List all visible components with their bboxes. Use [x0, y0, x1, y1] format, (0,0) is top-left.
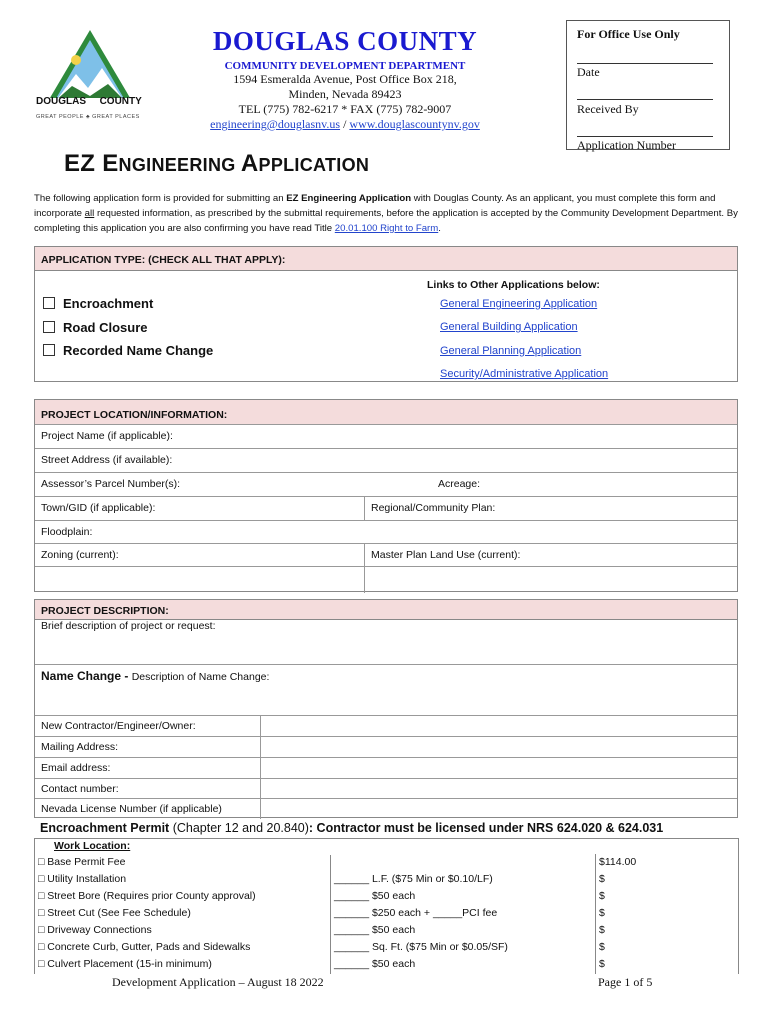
- checkbox-icon[interactable]: □: [38, 890, 48, 902]
- fee-amount[interactable]: $: [599, 941, 605, 953]
- fee-item-label: Concrete Curb, Gutter, Pads and Sidewalks: [47, 941, 251, 953]
- fee-row[interactable]: [38, 924, 152, 936]
- fee-item-label: Street Cut (See Fee Schedule): [47, 907, 191, 919]
- email-link[interactable]: engineering@douglasnv.us: [210, 117, 341, 131]
- office-app-number-label: Application Number: [577, 138, 676, 152]
- fee-rate: ______ L.F. ($75 Min or $0.10/LF): [334, 873, 493, 885]
- douglas-county-logo: [36, 26, 144, 126]
- town-row[interactable]: [35, 496, 737, 520]
- fee-divider: [330, 872, 331, 889]
- link-separator: /: [340, 117, 350, 131]
- logo-tagline: GREAT PEOPLE ♣ GREAT PLACES: [36, 114, 140, 120]
- checkbox-icon[interactable]: □: [38, 958, 48, 970]
- page-title: [64, 150, 369, 178]
- fee-row[interactable]: [38, 873, 126, 885]
- town-label: Town/GID (if applicable):: [41, 502, 156, 514]
- general-planning-link[interactable]: General Planning Application: [440, 345, 582, 357]
- intro-underline: all: [84, 208, 95, 219]
- encroachment-colon: :: [308, 821, 317, 835]
- fee-amount[interactable]: $: [599, 890, 605, 902]
- logo-word-2: COUNTY: [99, 96, 142, 107]
- encroachment-rule: Contractor must be licensed under NRS 624.020 & 624.031: [316, 821, 664, 835]
- floodplain-row[interactable]: [35, 520, 737, 543]
- office-use-box: [566, 20, 730, 150]
- address-line-1: 1594 Esmeralda Avenue, Post Office Box 218,: [233, 72, 457, 86]
- fee-item-label: Driveway Connections: [47, 924, 152, 936]
- name-change-row[interactable]: [35, 664, 737, 714]
- fee-rate: ______ $50 each: [334, 924, 416, 936]
- license-label: Nevada License Number (if applicable): [41, 803, 222, 815]
- office-received-label: Received By: [577, 102, 639, 116]
- title-part: NGINEERING: [118, 155, 241, 175]
- project-description-section: [34, 599, 738, 818]
- fee-item-label: Culvert Placement (15-in minimum): [47, 958, 212, 970]
- encroachment-ref: (Chapter 12 and 20.840): [169, 821, 309, 835]
- intro-text: with Douglas County. As an applicant, you must complete this form and incorporate: [34, 193, 716, 219]
- fee-amount[interactable]: $: [599, 907, 605, 919]
- intro-text: .: [438, 223, 441, 234]
- checkbox-icon[interactable]: □: [38, 907, 48, 919]
- fee-amount[interactable]: $: [599, 924, 605, 936]
- office-date-label: Date: [577, 65, 600, 79]
- project-description-heading: PROJECT DESCRIPTION:: [35, 600, 737, 620]
- fee-row[interactable]: [38, 907, 191, 919]
- zoning-label: Zoning (current):: [41, 549, 119, 561]
- checkbox-icon[interactable]: □: [38, 856, 48, 868]
- checkbox-icon[interactable]: [43, 321, 55, 333]
- contact-label: Contact number:: [41, 783, 119, 795]
- fee-divider: [330, 855, 331, 872]
- application-type-heading: APPLICATION TYPE: (CHECK ALL THAT APPLY):: [35, 247, 737, 271]
- zoning-row[interactable]: [35, 543, 737, 566]
- header-block: [180, 26, 510, 132]
- checkbox-icon[interactable]: □: [38, 941, 48, 953]
- street-address-row[interactable]: [35, 448, 737, 472]
- option-label: Encroachment: [63, 296, 154, 311]
- checkbox-icon[interactable]: [43, 344, 55, 356]
- footer-left: Development Application – August 18 2022: [112, 975, 324, 989]
- contact-links: [180, 117, 510, 132]
- fee-rate: ______ $50 each: [334, 958, 416, 970]
- project-name-label: Project Name (if applicable):: [41, 430, 173, 442]
- phone-line: TEL (775) 782-6217 * FAX (775) 782-9007: [238, 102, 452, 116]
- fee-rate: ______ Sq. Ft. ($75 Min or $0.05/SF): [334, 941, 508, 953]
- checkbox-icon[interactable]: □: [38, 924, 48, 936]
- checkbox-icon[interactable]: □: [38, 873, 48, 885]
- title-part: A: [240, 150, 259, 177]
- option-label: Recorded Name Change: [63, 343, 214, 358]
- option-encroachment[interactable]: [43, 296, 153, 311]
- parcel-row[interactable]: [35, 472, 737, 496]
- dept-name: COMMUNITY DEVELOPMENT DEPARTMENT: [224, 60, 466, 72]
- option-recorded-name-change[interactable]: [43, 343, 213, 358]
- mailing-row[interactable]: [35, 736, 737, 757]
- encroachment-title: Encroachment Permit: [40, 821, 170, 835]
- intro-bold: EZ Engineering Application: [286, 193, 412, 204]
- work-location-label: Work Location:: [54, 840, 131, 852]
- fee-rate: ______ $50 each: [334, 890, 416, 902]
- contact-row[interactable]: [35, 778, 737, 798]
- option-road-closure[interactable]: [43, 320, 148, 335]
- general-engineering-link[interactable]: General Engineering Application: [440, 298, 598, 310]
- email-row[interactable]: [35, 757, 737, 778]
- fee-amount[interactable]: $: [599, 958, 605, 970]
- fee-rate: ______ $250 each + _____PCI fee: [334, 907, 498, 919]
- contractor-label: New Contractor/Engineer/Owner:: [41, 720, 196, 732]
- intro-paragraph: [34, 191, 742, 236]
- regional-plan-label: Regional/Community Plan:: [371, 502, 496, 514]
- brief-description-label: Brief description of project or request:: [41, 620, 216, 632]
- fee-item-label: Base Permit Fee: [47, 856, 126, 868]
- title-part: PPLICATION: [258, 155, 370, 175]
- project-location-section: [34, 399, 738, 592]
- fee-item-label: Street Bore (Requires prior County approval): [47, 890, 256, 902]
- fee-divider: [330, 906, 331, 923]
- fee-divider: [330, 957, 331, 974]
- contractor-row[interactable]: [35, 715, 737, 736]
- name-change-bold: Name Change -: [41, 669, 132, 683]
- address-line-2: Minden, Nevada 89423: [288, 87, 402, 101]
- fee-amount[interactable]: $114.00: [599, 856, 637, 868]
- fee-row[interactable]: [38, 856, 125, 868]
- links-heading: Links to Other Applications below:: [427, 279, 600, 291]
- license-row[interactable]: [35, 798, 737, 818]
- security-admin-link[interactable]: Security/Administrative Application: [440, 368, 609, 380]
- parcel-label: Assessor’s Parcel Number(s):: [41, 478, 181, 490]
- fee-item-label: Utility Installation: [47, 873, 127, 885]
- option-label: Road Closure: [63, 320, 148, 335]
- project-location-heading: PROJECT LOCATION/INFORMATION:: [35, 400, 737, 425]
- office-use-title: For Office Use Only: [577, 27, 680, 41]
- general-building-link[interactable]: General Building Application: [440, 321, 578, 333]
- fee-divider: [330, 923, 331, 940]
- fee-divider: [330, 940, 331, 957]
- org-name: DOUGLAS COUNTY: [212, 26, 478, 56]
- master-plan-label: Master Plan Land Use (current):: [371, 549, 521, 561]
- fee-row[interactable]: [38, 890, 256, 902]
- right-to-farm-link[interactable]: 20.01.100 Right to Farm: [334, 223, 439, 234]
- encroachment-heading: [40, 821, 663, 835]
- fee-row[interactable]: [38, 958, 212, 970]
- title-part: EZ E: [64, 150, 119, 177]
- mailing-label: Mailing Address:: [41, 741, 119, 753]
- checkbox-icon[interactable]: [43, 297, 55, 309]
- website-link[interactable]: www.douglascountynv.gov: [349, 117, 480, 131]
- application-type-section: [34, 246, 738, 382]
- fee-row[interactable]: [38, 941, 250, 953]
- logo-word-1: DOUGLAS: [36, 96, 86, 107]
- street-address-label: Street Address (if available):: [41, 454, 173, 466]
- page-number: Page 1 of 5: [598, 975, 653, 989]
- zoning-value-row[interactable]: [35, 566, 737, 592]
- email-label: Email address:: [41, 762, 111, 774]
- intro-text: requested information, as prescribed by the submittal requirements, before the application is accepted by the Community Development Department. By completing this application you are also confirming you have read Title: [34, 208, 738, 234]
- floodplain-label: Floodplain:: [41, 526, 93, 538]
- fee-divider: [330, 889, 331, 906]
- fee-amount[interactable]: $: [599, 873, 605, 885]
- acreage-label: Acreage:: [438, 478, 481, 490]
- name-change-label: Description of Name Change:: [131, 671, 270, 683]
- project-name-row[interactable]: [35, 424, 737, 448]
- intro-text: The following application form is provided for submitting an: [34, 193, 287, 204]
